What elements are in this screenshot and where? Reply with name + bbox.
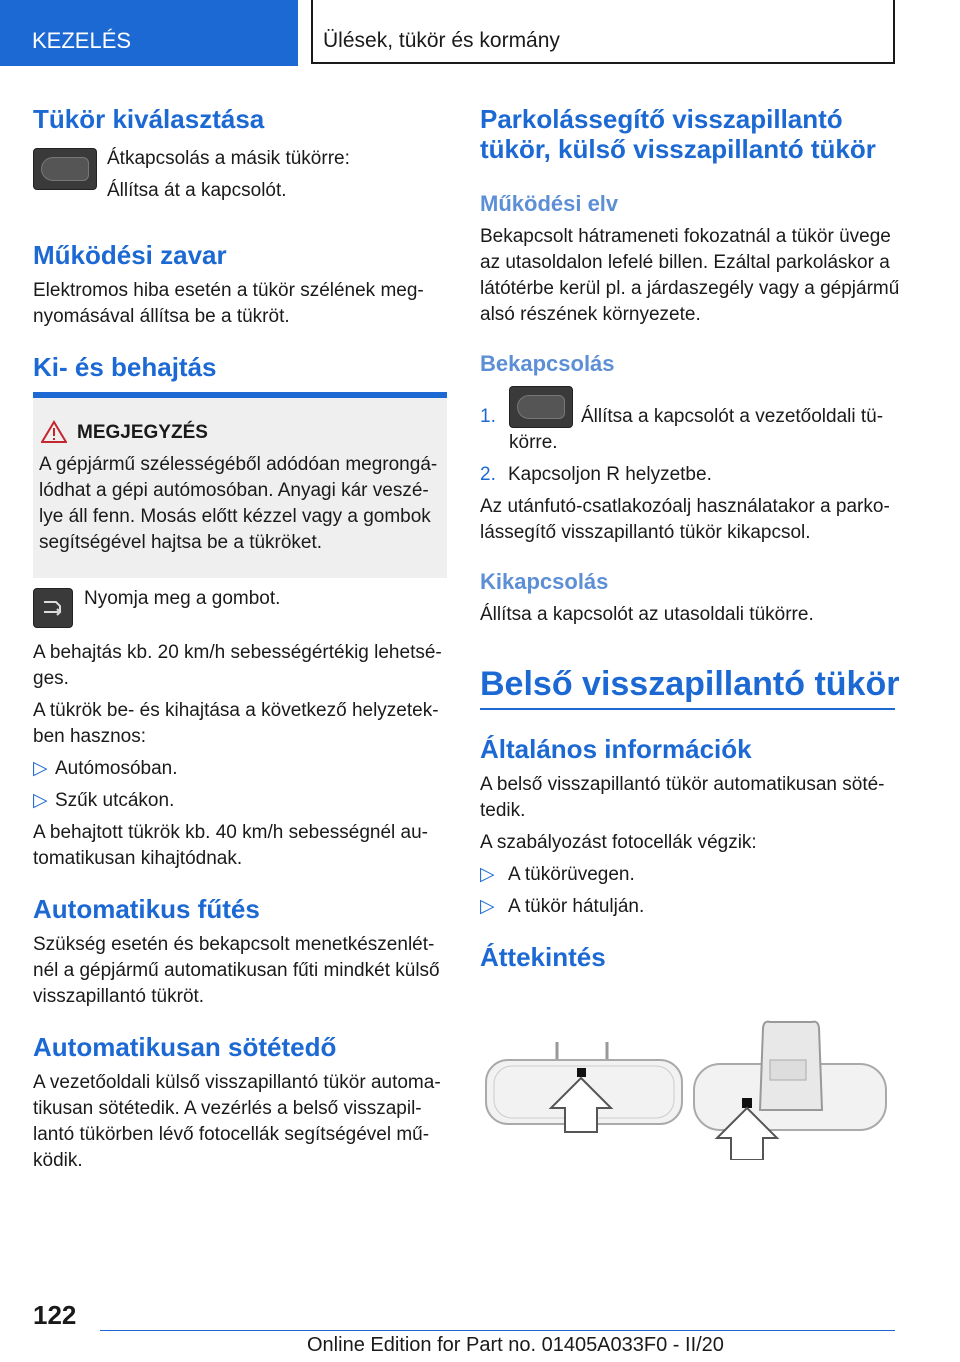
select-mirror-heading: Tükör kiválasztása: [33, 104, 265, 134]
mirror-illustration: [480, 1020, 895, 1160]
select-line-2: Állítsa át a kapcsolót.: [107, 180, 287, 201]
useful-2: ben hasznos:: [33, 726, 147, 747]
triangle-bullet-icon: ▷: [480, 896, 495, 917]
dimming-line: ködik.: [33, 1150, 83, 1171]
fold-speed-1: A behajtás kb. 20 km/h sebességértékig lehetsé-: [33, 642, 442, 663]
step1-text-b: körre.: [509, 432, 558, 453]
step-number: 1.: [480, 406, 496, 427]
auto-unfold-1: A behajtott tükrök kb. 40 km/h sebességnél au-: [33, 822, 429, 843]
trailer-2: lássegítő visszapillantó tükör kikapcsol.: [480, 522, 811, 543]
heating-heading: Automatikus fűtés: [33, 894, 260, 924]
section-tab: KEZELÉS: [0, 0, 298, 66]
footer-rule: [100, 1330, 895, 1331]
principle-line: látótérbe kerül pl. a járdaszegély vagy a gépjármű: [480, 278, 900, 299]
on-heading: Bekapcsolás: [480, 351, 615, 376]
parking-heading-1: Parkolássegítő visszapillantó: [480, 104, 843, 134]
warning-icon: [41, 420, 67, 444]
fold-heading: Ki- és behajtás: [33, 352, 217, 382]
note-box: [33, 392, 447, 578]
off-text: Állítsa a kapcsolót az utasoldali tükörre.: [480, 604, 814, 625]
press-button-text: Nyomja meg a gombot.: [84, 588, 281, 609]
off-heading: Kikapcsolás: [480, 569, 609, 594]
malfunction-text-2: nyomásával állítsa be a tükröt.: [33, 306, 290, 327]
general-line-1: A belső visszapillantó tükör automatikusan söté-: [480, 774, 885, 795]
note-line: lódhat a gépi autómosóban. Anyagi kár veszé-: [39, 480, 429, 501]
general-line-2: tedik.: [480, 800, 526, 821]
principle-heading: Működési elv: [480, 191, 619, 216]
fold-speed-2: ges.: [33, 668, 69, 689]
heating-line: Szükség esetén és bekapcsolt menetkészenlét-: [33, 934, 435, 955]
mirror-switch-icon: [509, 386, 573, 428]
mirror-switch-icon: [33, 148, 97, 190]
select-line-1: Átkapcsolás a másik tükörre:: [107, 148, 350, 169]
principle-line: alsó részének környezete.: [480, 304, 701, 325]
principle-line: az utasoldalon lefelé billen. Ezáltal parkoláskor a: [480, 252, 890, 273]
dimming-line: A vezetőoldali külső visszapillantó tükör automa-: [33, 1072, 441, 1093]
page-header: [0, 0, 960, 66]
step1-text-a: Állítsa a kapcsolót a vezetőoldali tü-: [581, 406, 884, 427]
triangle-bullet-icon: ▷: [480, 864, 495, 885]
list-item: ▷ A tükör hátulján.: [480, 894, 644, 920]
heading-rule: [480, 708, 895, 710]
triangle-bullet-icon: ▷: [33, 790, 48, 811]
note-line: segítségével hajtsa be a tükröket.: [39, 532, 323, 553]
page-number: 122: [33, 1300, 77, 1330]
auto-unfold-2: tomatikusan kihajtódnak.: [33, 848, 243, 869]
chapter-title: Ülések, tükör és kormány: [323, 29, 560, 52]
overview-heading: Áttekintés: [480, 942, 606, 972]
triangle-bullet-icon: ▷: [33, 758, 48, 779]
heating-line: visszapillantó tükröt.: [33, 986, 205, 1007]
dimming-line: lantó tükörben lévő fotocellák segítségével mű-: [33, 1124, 430, 1145]
note-line: lye áll fenn. Mosás előtt kézzel vagy a gombok: [39, 506, 431, 527]
general-heading: Általános információk: [480, 734, 752, 764]
note-label: MEGJEGYZÉS: [77, 422, 208, 443]
malfunction-text-1: Elektromos hiba esetén a tükör szélének meg-: [33, 280, 424, 301]
list-item: 2. Kapcsoljon R helyzetbe.: [480, 464, 712, 485]
trailer-1: Az utánfutó-csatlakozóalj használatakor a parko-: [480, 496, 890, 517]
dimming-heading: Automatikusan sötétedő: [33, 1032, 337, 1062]
inner-mirror-heading: Belső visszapillantó tükör: [480, 665, 900, 703]
useful-1: A tükrök be- és kihajtása a következő helyzetek-: [33, 700, 439, 721]
heating-line: nél a gépjármű automatikusan fűti mindkét külső: [33, 960, 440, 981]
note-line: A gépjármű szélességéből adódóan megrongá-: [39, 454, 438, 475]
list-item: ▷ Szűk utcákon.: [33, 788, 174, 814]
list-item: ▷ A tükörüvegen.: [480, 862, 635, 888]
dimming-line: tikusan sötétedik. A vezérlés a belső visszapil-: [33, 1098, 422, 1119]
principle-line: Bekapcsolt hátrameneti fokozatnál a tükör üvege: [480, 226, 891, 247]
list-item: ▷ Autómosóban.: [33, 756, 178, 782]
fold-button-icon: [33, 588, 73, 628]
malfunction-heading: Működési zavar: [33, 240, 227, 270]
control-text: A szabályozást fotocellák végzik:: [480, 832, 757, 853]
edition-text: Online Edition for Part no. 01405A033F0 - II/20: [307, 1334, 724, 1356]
parking-heading-2: tükör, külső visszapillantó tükör: [480, 134, 876, 164]
